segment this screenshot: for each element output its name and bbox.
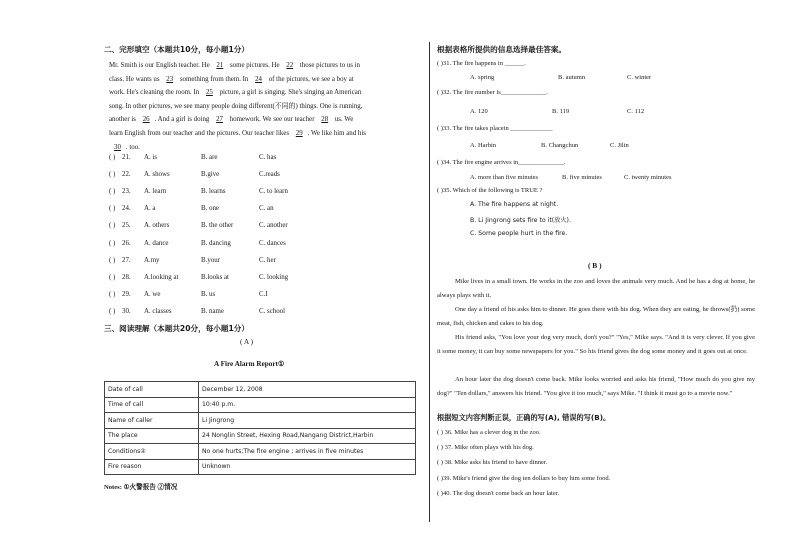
question-number: 22. xyxy=(122,171,131,179)
cloze-passage xyxy=(109,59,421,154)
question-32: ( )32. The fire number is______________. xyxy=(437,89,548,96)
question-33: ( )33. The fire takes placein _____________ xyxy=(437,125,553,132)
answer-bracket: ( ) xyxy=(109,154,116,161)
cloze-text: learn English from our teacher and the pictures. Our teacher likes xyxy=(109,129,291,137)
option-a: A. is xyxy=(144,154,158,161)
question-number: 27. xyxy=(122,256,131,264)
column-divider xyxy=(429,42,430,522)
cloze-text: us. We xyxy=(333,116,354,124)
cloze-text: some pictures. He xyxy=(228,62,282,69)
option-c: C.I xyxy=(259,290,268,298)
blank-27: 27 xyxy=(216,116,223,124)
question-number: 29. xyxy=(122,290,131,298)
option-b: B. the other xyxy=(201,222,234,230)
option-c: C. school xyxy=(259,307,286,315)
blank-29: 29 xyxy=(295,129,303,137)
q31-option-b: B. autumn xyxy=(558,74,586,81)
option-a: A. a xyxy=(144,205,156,213)
passage-b-paragraph: Mike lives in a small town. He works in the zoo and loves the animals very much. And he has a dog at home, he always plays with it. xyxy=(437,278,755,299)
option-b: B. one xyxy=(201,205,219,213)
cloze-line xyxy=(109,100,421,114)
cloze-text: those pictures to us in xyxy=(298,62,361,69)
option-c: C. dances xyxy=(259,239,286,247)
report-field-value: Li Jingrong xyxy=(199,413,416,429)
tf-question-40: ( )40. The dog doesn't come back an hour later. xyxy=(437,489,560,497)
cloze-text: another is xyxy=(109,116,138,124)
q32-option-c: C. 112 xyxy=(627,108,645,115)
question-35: ( )35. Which of the following is TRUE ? xyxy=(437,187,543,194)
question-number: 25. xyxy=(122,222,131,230)
blank-23: 23 xyxy=(166,75,174,83)
option-c: C. her xyxy=(259,256,276,264)
reading-heading: 三、阅读理解（本题共20分，每小题1分） xyxy=(104,324,249,333)
table-questions-heading: 根据表格所提供的信息选择最佳答案。 xyxy=(437,45,567,54)
report-field-label: Date of call xyxy=(105,382,199,398)
blank-30: 30 xyxy=(114,143,121,151)
cloze-text: . too. xyxy=(125,143,140,151)
option-c: C. an xyxy=(259,205,274,213)
cloze-heading: 二、完形填空（本题共10分，每小题1分） xyxy=(104,45,249,54)
q32-option-b: B. 119 xyxy=(552,108,570,115)
option-c: C.reads xyxy=(259,171,280,179)
report-row xyxy=(105,413,416,429)
blank-22: 22 xyxy=(286,62,294,69)
q32-option-a: A. 120 xyxy=(470,108,488,115)
question-number: 30. xyxy=(122,307,131,315)
option-c: C. looking xyxy=(259,273,289,281)
q31-option-a: A. spring xyxy=(470,74,495,81)
option-b: B. us xyxy=(201,290,216,298)
answer-bracket: ( ) xyxy=(109,273,116,281)
question-number: 26. xyxy=(122,239,131,247)
question-number: 24. xyxy=(122,205,131,213)
question-number: 21. xyxy=(122,154,131,161)
cloze-text: song. In other pictures, we see many people doing different(不同的) things. One is running, xyxy=(109,102,363,110)
q33-option-a: A. Harbin xyxy=(470,142,496,149)
option-b: B. are xyxy=(201,154,218,161)
option-a: A. others xyxy=(144,222,170,230)
report-field-value: Unknown xyxy=(199,459,416,475)
report-row xyxy=(105,382,416,398)
report-field-value: 24 Nonglin Street, Hexing Road,Nangang District,Harbin xyxy=(199,428,416,444)
answer-bracket: ( ) xyxy=(109,205,116,213)
answer-bracket: ( ) xyxy=(109,222,116,230)
option-a: A. we xyxy=(144,290,161,298)
answer-bracket: ( ) xyxy=(109,290,116,298)
cloze-text: something from them. In xyxy=(178,75,251,83)
report-row xyxy=(105,459,416,475)
option-b: B.give xyxy=(201,171,220,179)
report-field-label: Fire reason xyxy=(105,459,199,475)
q34-option-c: C. twenty minutes xyxy=(624,174,672,181)
option-b: B. learns xyxy=(201,188,226,196)
option-a: A. shows xyxy=(144,171,170,179)
part-a-label: ( A ) xyxy=(240,337,254,346)
report-row xyxy=(105,444,416,460)
cloze-text: homework. We see our teacher xyxy=(227,116,317,124)
q35-option-b: B. Li Jingrong sets fire to it(放火). xyxy=(470,217,571,224)
q34-option-b: B. five minutes xyxy=(562,174,602,181)
cloze-line xyxy=(109,127,421,141)
cloze-text: work. He's cleaning the room. In xyxy=(109,89,201,97)
question-34: ( )34. The fire engine arrives in______________. xyxy=(437,159,566,166)
cloze-line xyxy=(109,86,421,100)
cloze-line xyxy=(109,113,421,127)
answer-bracket: ( ) xyxy=(109,188,116,196)
report-field-value: December 12, 2008 xyxy=(199,382,416,398)
report-title: A Fire Alarm Report① xyxy=(214,360,285,368)
cloze-text: class. He wants us xyxy=(109,75,162,83)
report-field-label: The place xyxy=(105,428,199,444)
option-b: B.your xyxy=(201,256,220,264)
q35-option-a: A. The fire happens at night. xyxy=(470,201,559,208)
answer-bracket: ( ) xyxy=(109,307,116,315)
answer-bracket: ( ) xyxy=(109,171,116,179)
report-field-value: 10:40 p.m. xyxy=(199,397,416,413)
option-b: B.looks at xyxy=(201,273,229,281)
cloze-text: picture, a girl is singing. She's singing an American xyxy=(217,89,362,97)
report-row xyxy=(105,428,416,444)
tf-question-39: ( )39. Mike's friend give the dog ten dollars to buy him some food. xyxy=(437,474,611,482)
option-a: A.my xyxy=(144,256,160,264)
report-field-label: Conditions② xyxy=(105,444,199,460)
q35-option-c: C. Some people hurt in the fire. xyxy=(470,230,568,237)
option-a: A. learn xyxy=(144,188,167,196)
blank-21: 21 xyxy=(216,62,224,69)
answer-bracket: ( ) xyxy=(109,239,116,247)
cloze-text: of the pictures, we see a boy at xyxy=(267,75,354,83)
blank-25: 25 xyxy=(205,89,213,97)
q33-option-c: C. Jilin xyxy=(610,142,629,149)
option-a: A. classes xyxy=(144,307,172,315)
q31-option-c: C. winter xyxy=(627,74,652,81)
true-false-heading: 根据短文内容判断正误，正确的写(A), 错误的写(B)。 xyxy=(437,413,611,422)
q33-option-b: B. Changchun xyxy=(541,142,579,149)
blank-26: 26 xyxy=(142,116,150,124)
passage-b-paragraph: One day a friend of his asks him to dinner. He goes there with his dog. When they are eating, he throws(扔) some meat, fish, chicken and cakes to his dog. xyxy=(437,306,755,327)
option-c: C. has xyxy=(259,154,277,161)
question-number: 23. xyxy=(122,188,131,196)
cloze-line xyxy=(109,73,421,87)
tf-question-38: ( ) 38. Mike asks his friend to have dinner. xyxy=(437,459,548,467)
cloze-text: Mr. Smith is our English teacher. He xyxy=(109,62,212,69)
cloze-text: . And a girl is doing xyxy=(154,116,212,124)
blank-24: 24 xyxy=(255,75,262,83)
report-field-value: No one hurts;The fire engine ; arrives in five minutes xyxy=(199,444,416,460)
option-c: C. another xyxy=(259,222,288,230)
q34-option-a: A. more than five minutes xyxy=(470,174,539,181)
option-b: B. name xyxy=(201,307,224,315)
report-row xyxy=(105,397,416,413)
blank-28: 28 xyxy=(321,116,329,124)
option-b: B. dancing xyxy=(201,239,231,247)
answer-bracket: ( ) xyxy=(109,256,116,264)
passage-b-paragraph: His friend asks, "You love your dog very much, don't you?" "Yes," Mike says. "And it is very clever. If you give it some money, it can buy some newspapers for you." So his friend gives the dog some money and it goes out at once. xyxy=(437,334,755,355)
notes: Notes: ①火警报告 ②情况 xyxy=(104,484,178,491)
question-number: 28. xyxy=(122,273,131,281)
question-31: ( )31. The fire happens in ______. xyxy=(437,60,526,67)
tf-question-36: ( ) 36. Mike has a clever dog in the zoo. xyxy=(437,429,541,436)
option-a: A.looking at xyxy=(144,273,179,281)
report-field-label: Name of caller xyxy=(105,413,199,429)
tf-question-37: ( ) 37. Mike often plays with his dog. xyxy=(437,444,534,452)
report-field-label: Time of call xyxy=(105,397,199,413)
option-c: C. to learn xyxy=(259,188,288,196)
cloze-text: . We like him and his xyxy=(307,129,366,137)
passage-b-paragraph: An hour later the dog doesn't come back. Mike looks worried and asks his friend, "How much do you give my dog?" "Ten dollars," answers his friend. "You give it too much," says Mike. "I think it must go to a movie now." xyxy=(437,376,755,397)
option-a: A. dance xyxy=(144,239,169,247)
cloze-line xyxy=(109,59,421,73)
fire-alarm-report-table xyxy=(104,381,416,475)
part-b-label: ( B ) xyxy=(588,261,602,270)
